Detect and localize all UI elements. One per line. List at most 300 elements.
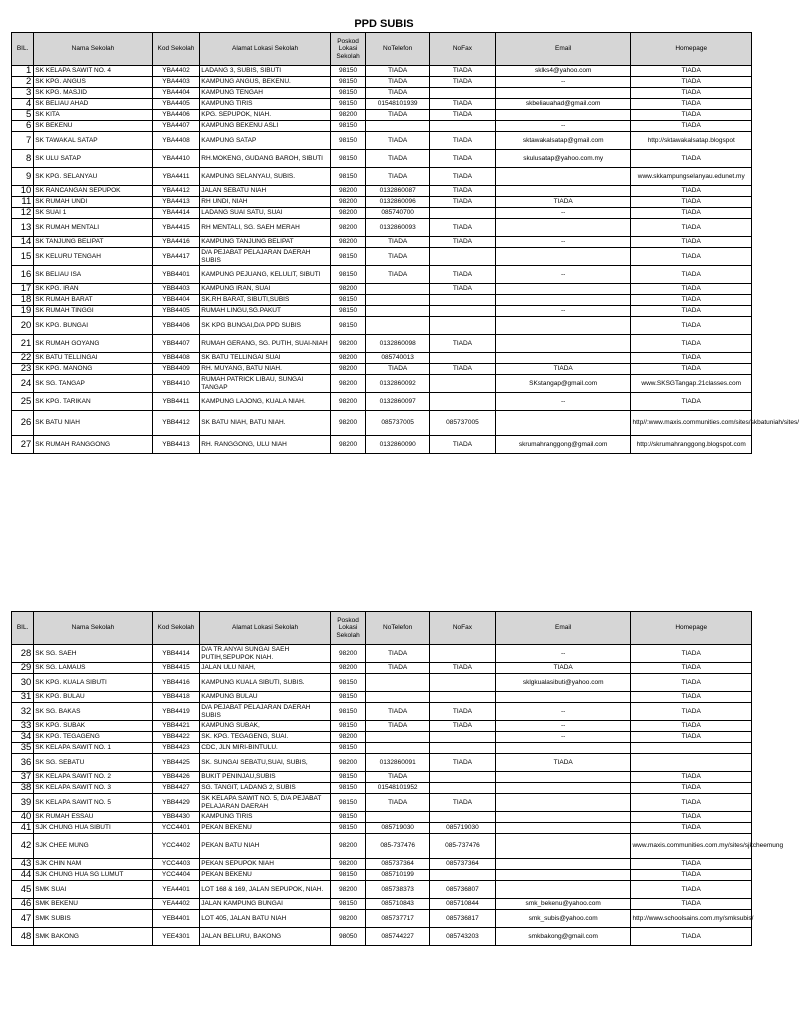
cell-email: TIADA [495, 197, 631, 208]
cell-bil: 33 [12, 721, 34, 732]
cell-bil: 14 [12, 237, 34, 248]
cell-nama-sekolah: SJK CHUNG HUA SIBUTI [34, 823, 152, 834]
cell-poskod: 98200 [330, 353, 365, 364]
cell-nama-sekolah: SK KELAPA SAWIT NO. 4 [34, 66, 152, 77]
cell-homepage: TIADA [631, 732, 752, 743]
cell-no-telefon: 0132860092 [366, 375, 430, 393]
cell-email [495, 834, 631, 859]
cell-kod-sekolah: YBB4418 [152, 692, 200, 703]
cell-alamat: BUKIT PENINJAU,SUBIS [200, 772, 331, 783]
header-homepage: Homepage [631, 612, 752, 645]
cell-homepage: TIADA [631, 364, 752, 375]
cell-alamat: D/A TR.ANYAI SUNGAI SAEH PUTIH,SEPUPOK NIAH. [200, 645, 331, 663]
cell-no-telefon: TIADA [366, 663, 430, 674]
cell-bil: 39 [12, 794, 34, 812]
cell-bil: 44 [12, 870, 34, 881]
cell-nama-sekolah: SK KELURU TENGAH [34, 248, 152, 266]
cell-no-fax [430, 248, 496, 266]
cell-bil: 43 [12, 859, 34, 870]
cell-no-fax: 085737364 [430, 859, 496, 870]
cell-poskod: 98200 [330, 754, 365, 772]
cell-email: TIADA [495, 663, 631, 674]
cell-poskod: 98150 [330, 743, 365, 754]
cell-bil: 3 [12, 88, 34, 99]
cell-bil: 35 [12, 743, 34, 754]
cell-nama-sekolah: SK KELAPA SAWIT NO. 3 [34, 783, 152, 794]
cell-nama-sekolah: SK RUMAH RANGGONG [34, 436, 152, 454]
cell-homepage: TIADA [631, 237, 752, 248]
cell-poskod: 98150 [330, 295, 365, 306]
cell-homepage: TIADA [631, 823, 752, 834]
cell-poskod: 98200 [330, 645, 365, 663]
cell-email [495, 411, 631, 436]
cell-no-telefon [366, 812, 430, 823]
cell-no-fax [430, 393, 496, 411]
cell-bil: 5 [12, 110, 34, 121]
cell-homepage: TIADA [631, 219, 752, 237]
cell-bil: 20 [12, 317, 34, 335]
cell-bil: 47 [12, 910, 34, 928]
table-row [12, 219, 752, 237]
cell-kod-sekolah: YBB4414 [152, 645, 200, 663]
cell-nama-sekolah: SK KPG. MANONG [34, 364, 152, 375]
table-row [12, 306, 752, 317]
cell-kod-sekolah: YBB4410 [152, 375, 200, 393]
cell-no-fax: TIADA [430, 77, 496, 88]
table-row [12, 132, 752, 150]
cell-no-telefon [366, 284, 430, 295]
cell-email: -- [495, 208, 631, 219]
cell-homepage: TIADA [631, 794, 752, 812]
cell-no-telefon [366, 306, 430, 317]
cell-alamat: KAMPUNG IRAN, SUAI [200, 284, 331, 295]
cell-homepage: TIADA [631, 353, 752, 364]
table-row [12, 77, 752, 88]
cell-nama-sekolah: SK SG. SAEH [34, 645, 152, 663]
cell-no-telefon [366, 295, 430, 306]
cell-no-fax: TIADA [430, 186, 496, 197]
cell-nama-sekolah: SK RUMAH BARAT [34, 295, 152, 306]
cell-alamat: RUMAH GERANG, SG. PUTIH, SUAI-NIAH [200, 335, 331, 353]
cell-alamat: LADANG SUAI SATU, SUAI [200, 208, 331, 219]
cell-no-telefon [366, 317, 430, 335]
cell-no-telefon: 085719030 [366, 823, 430, 834]
cell-email: smkbakong@gmail.com [495, 928, 631, 946]
cell-homepage: http://sktawakalsatap.blogspot [631, 132, 752, 150]
cell-homepage: TIADA [631, 928, 752, 946]
cell-bil: 26 [12, 411, 34, 436]
table-header-row [12, 33, 752, 66]
cell-homepage: TIADA [631, 208, 752, 219]
cell-nama-sekolah: SK BEKENU [34, 121, 152, 132]
header-nama-sekolah: Nama Sekolah [34, 612, 152, 645]
table-row [12, 754, 752, 772]
cell-kod-sekolah: YBB4416 [152, 674, 200, 692]
cell-bil: 16 [12, 266, 34, 284]
cell-bil: 42 [12, 834, 34, 859]
cell-email [495, 88, 631, 99]
cell-no-fax: 085719030 [430, 823, 496, 834]
header-bil: BIL. [12, 612, 34, 645]
header-poskod: Poskod Lokasi Sekolah [330, 33, 365, 66]
cell-nama-sekolah: SK KPG. KUALA SIBUTI [34, 674, 152, 692]
cell-poskod: 98050 [330, 928, 365, 946]
cell-kod-sekolah: YBB4411 [152, 393, 200, 411]
cell-email [495, 353, 631, 364]
table-row [12, 364, 752, 375]
cell-homepage: http://www.schoolsains.com.my/smksubis/ [631, 910, 752, 928]
table-row [12, 899, 752, 910]
cell-no-fax: 085736817 [430, 910, 496, 928]
cell-alamat: KAMPUNG TIRIS [200, 812, 331, 823]
cell-no-telefon: TIADA [366, 132, 430, 150]
cell-homepage: TIADA [631, 306, 752, 317]
cell-bil: 32 [12, 703, 34, 721]
cell-nama-sekolah: SJK CHEE MUNG [34, 834, 152, 859]
cell-no-telefon: TIADA [366, 150, 430, 168]
table-row [12, 353, 752, 364]
cell-no-telefon: 085744227 [366, 928, 430, 946]
cell-nama-sekolah: SK RUMAH MENTALI [34, 219, 152, 237]
cell-no-telefon [366, 674, 430, 692]
table-row [12, 110, 752, 121]
cell-no-telefon [366, 692, 430, 703]
cell-poskod: 98200 [330, 859, 365, 870]
cell-poskod: 98150 [330, 77, 365, 88]
cell-homepage: TIADA [631, 692, 752, 703]
cell-no-fax: TIADA [430, 364, 496, 375]
table-row [12, 732, 752, 743]
header-no-fax: NoFax [430, 33, 496, 66]
cell-nama-sekolah: SK SUAI 1 [34, 208, 152, 219]
cell-homepage: TIADA [631, 674, 752, 692]
cell-email: -- [495, 266, 631, 284]
cell-nama-sekolah: SK SG. SEBATU [34, 754, 152, 772]
cell-poskod: 98200 [330, 335, 365, 353]
cell-email: sktawakalsatap@gmail.com [495, 132, 631, 150]
cell-no-fax: 085743203 [430, 928, 496, 946]
cell-no-telefon: 01548101939 [366, 99, 430, 110]
table-row [12, 772, 752, 783]
cell-alamat: JALAN BELURU, BAKONG [200, 928, 331, 946]
cell-alamat: LOT 168 & 169, JALAN SEPUPOK, NIAH. [200, 881, 331, 899]
table-row [12, 88, 752, 99]
cell-no-telefon: 0132860087 [366, 186, 430, 197]
header-homepage: Homepage [631, 33, 752, 66]
cell-nama-sekolah: SK RANCANGAN SEPUPOK [34, 186, 152, 197]
cell-homepage [631, 743, 752, 754]
cell-homepage: TIADA [631, 870, 752, 881]
cell-alamat: SK.RH BARAT, SIBUTI,SUBIS [200, 295, 331, 306]
cell-no-fax: TIADA [430, 703, 496, 721]
cell-no-telefon: TIADA [366, 237, 430, 248]
cell-no-telefon: 085738373 [366, 881, 430, 899]
cell-bil: 24 [12, 375, 34, 393]
header-no-telefon: NoTelefon [366, 33, 430, 66]
cell-nama-sekolah: SK TANJUNG BELIPAT [34, 237, 152, 248]
cell-alamat: D/A PEJABAT PELAJARAN DAERAH SUBIS [200, 703, 331, 721]
cell-kod-sekolah: YBB4403 [152, 284, 200, 295]
header-no-telefon: NoTelefon [366, 612, 430, 645]
cell-poskod: 98150 [330, 674, 365, 692]
cell-alamat: SK. KPG. TEGAGENG, SUAI. [200, 732, 331, 743]
cell-email: skrumahranggong@gmail.com [495, 436, 631, 454]
cell-kod-sekolah: YBB4427 [152, 783, 200, 794]
cell-no-fax [430, 208, 496, 219]
cell-poskod: 98150 [330, 317, 365, 335]
cell-email: TIADA [495, 754, 631, 772]
cell-homepage: TIADA [631, 88, 752, 99]
cell-bil: 27 [12, 436, 34, 454]
table-row [12, 743, 752, 754]
cell-nama-sekolah: SK BELIAU AHAD [34, 99, 152, 110]
header-bil: BIL. [12, 33, 34, 66]
cell-poskod: 98150 [330, 899, 365, 910]
cell-bil: 48 [12, 928, 34, 946]
cell-bil: 22 [12, 353, 34, 364]
cell-poskod: 98150 [330, 812, 365, 823]
cell-no-fax [430, 645, 496, 663]
cell-nama-sekolah: SK RUMAH ESSAU [34, 812, 152, 823]
cell-homepage: www.skkampungselanyau.edunet.my [631, 168, 752, 186]
cell-kod-sekolah: YBB4430 [152, 812, 200, 823]
cell-kod-sekolah: YBA4411 [152, 168, 200, 186]
cell-no-telefon: 085737364 [366, 859, 430, 870]
cell-email: sklks4@yahoo.com [495, 66, 631, 77]
cell-no-fax [430, 674, 496, 692]
cell-homepage: TIADA [631, 295, 752, 306]
cell-homepage: TIADA [631, 317, 752, 335]
cell-nama-sekolah: SMK BEKENU [34, 899, 152, 910]
cell-bil: 12 [12, 208, 34, 219]
schools-table-1 [11, 32, 799, 454]
cell-nama-sekolah: SK RUMAH UNDI [34, 197, 152, 208]
cell-alamat: KAMPUNG SATAP [200, 132, 331, 150]
cell-poskod: 98200 [330, 375, 365, 393]
cell-kod-sekolah: YBA4407 [152, 121, 200, 132]
cell-kod-sekolah: YBB4421 [152, 721, 200, 732]
cell-alamat: KAMPUNG ANGUS, BEKENU. [200, 77, 331, 88]
table-row [12, 266, 752, 284]
cell-poskod: 98150 [330, 88, 365, 99]
cell-no-telefon: 085710843 [366, 899, 430, 910]
table-row [12, 859, 752, 870]
cell-bil: 37 [12, 772, 34, 783]
cell-email [495, 823, 631, 834]
cell-homepage: www.SKSGTangap.21classes.com [631, 375, 752, 393]
table-row [12, 66, 752, 77]
schools-table-2 [11, 611, 784, 946]
cell-bil: 45 [12, 881, 34, 899]
cell-no-fax [430, 692, 496, 703]
cell-kod-sekolah: YBB4413 [152, 436, 200, 454]
cell-alamat: KAMPUNG KUALA SIBUTI, SUBIS. [200, 674, 331, 692]
cell-no-telefon: 085710199 [366, 870, 430, 881]
table-body [12, 65, 799, 454]
cell-nama-sekolah: SMK SUAI [34, 881, 152, 899]
cell-email: -- [495, 77, 631, 88]
cell-kod-sekolah: YBA4413 [152, 197, 200, 208]
cell-no-telefon: 085740013 [366, 353, 430, 364]
cell-homepage: http//:www.maxis.communities.com/sites/skbatuniah/sites/ [631, 411, 752, 436]
cell-poskod: 98150 [330, 99, 365, 110]
cell-nama-sekolah: SMK SUBIS [34, 910, 152, 928]
table-row [12, 393, 752, 411]
cell-homepage [631, 754, 752, 772]
cell-poskod: 98150 [330, 703, 365, 721]
header-email: Email [495, 612, 631, 645]
cell-no-telefon: 085-737476 [366, 834, 430, 859]
cell-homepage: TIADA [631, 77, 752, 88]
cell-poskod: 98200 [330, 436, 365, 454]
cell-homepage: TIADA [631, 721, 752, 732]
cell-homepage: www.maxis.communities.com.my/sites/sjkcheemung [631, 834, 752, 859]
cell-bil: 29 [12, 663, 34, 674]
cell-no-fax: TIADA [430, 150, 496, 168]
cell-homepage: TIADA [631, 335, 752, 353]
cell-homepage: TIADA [631, 703, 752, 721]
cell-homepage: TIADA [631, 663, 752, 674]
table-row [12, 834, 752, 859]
cell-email: smk_bekenu@yahoo.com [495, 899, 631, 910]
cell-kod-sekolah: YBA4405 [152, 99, 200, 110]
cell-nama-sekolah: SK KPG. SELANYAU [34, 168, 152, 186]
cell-nama-sekolah: SK BATU NIAH [34, 411, 152, 436]
header-kod-sekolah: Kod Sekolah [152, 33, 200, 66]
cell-kod-sekolah: YCC4401 [152, 823, 200, 834]
cell-poskod: 98150 [330, 150, 365, 168]
cell-no-telefon: TIADA [366, 88, 430, 99]
cell-no-fax [430, 295, 496, 306]
cell-no-telefon: TIADA [366, 772, 430, 783]
cell-alamat: D/A PEJABAT PELAJARAN DAERAH SUBIS [200, 248, 331, 266]
cell-nama-sekolah: SK KPG. BULAU [34, 692, 152, 703]
cell-poskod: 98200 [330, 910, 365, 928]
header-kod-sekolah: Kod Sekolah [152, 612, 200, 645]
cell-alamat: SK BATU NIAH, BATU NIAH. [200, 411, 331, 436]
cell-kod-sekolah: YBB4409 [152, 364, 200, 375]
cell-alamat: PEKAN SEPUPOK NIAH [200, 859, 331, 870]
cell-no-fax: TIADA [430, 197, 496, 208]
cell-poskod: 98150 [330, 132, 365, 150]
cell-alamat: KPG. SEPUPOK, NIAH. [200, 110, 331, 121]
cell-homepage: TIADA [631, 812, 752, 823]
cell-no-telefon: TIADA [366, 703, 430, 721]
cell-poskod: 98200 [330, 186, 365, 197]
cell-alamat: PEKAN BEKENU [200, 870, 331, 881]
cell-kod-sekolah: YBA4414 [152, 208, 200, 219]
cell-bil: 7 [12, 132, 34, 150]
cell-email [495, 219, 631, 237]
cell-alamat: PEKAN BEKENU [200, 823, 331, 834]
cell-bil: 21 [12, 335, 34, 353]
cell-bil: 6 [12, 121, 34, 132]
cell-no-fax: TIADA [430, 132, 496, 150]
cell-no-telefon: 0132860090 [366, 436, 430, 454]
cell-kod-sekolah: YBA4403 [152, 77, 200, 88]
cell-kod-sekolah: YBB4405 [152, 306, 200, 317]
cell-alamat: RH. MUYANG, BATU NIAH. [200, 364, 331, 375]
cell-no-telefon: 085737005 [366, 411, 430, 436]
cell-no-telefon: TIADA [366, 794, 430, 812]
cell-email: -- [495, 393, 631, 411]
header-no-fax: NoFax [430, 612, 496, 645]
cell-bil: 13 [12, 219, 34, 237]
cell-bil: 31 [12, 692, 34, 703]
cell-homepage: TIADA [631, 121, 752, 132]
cell-no-fax: TIADA [430, 754, 496, 772]
cell-no-fax [430, 870, 496, 881]
table-header-row [12, 612, 752, 645]
cell-nama-sekolah: SK BELIAU ISA [34, 266, 152, 284]
cell-no-fax: TIADA [430, 110, 496, 121]
cell-homepage: TIADA [631, 859, 752, 870]
cell-kod-sekolah: YBB4401 [152, 266, 200, 284]
cell-kod-sekolah: YBB4426 [152, 772, 200, 783]
cell-no-fax: TIADA [430, 284, 496, 295]
cell-homepage: TIADA [631, 186, 752, 197]
table-row [12, 692, 752, 703]
cell-no-telefon: TIADA [366, 77, 430, 88]
cell-no-telefon [366, 732, 430, 743]
cell-email: TIADA [495, 364, 631, 375]
cell-kod-sekolah: YBB4423 [152, 743, 200, 754]
cell-email [495, 186, 631, 197]
cell-kod-sekolah: YCC4402 [152, 834, 200, 859]
cell-email [495, 248, 631, 266]
cell-alamat: RH.MOKENG, GUDANG BAROH, SIBUTI [200, 150, 331, 168]
page-title: PPD SUBIS [354, 18, 414, 30]
cell-kod-sekolah: YBA4415 [152, 219, 200, 237]
cell-kod-sekolah: YBA4412 [152, 186, 200, 197]
cell-alamat: JALAN ULU NIAH, [200, 663, 331, 674]
cell-email [495, 284, 631, 295]
cell-bil: 1 [12, 66, 34, 77]
cell-kod-sekolah: YBA4408 [152, 132, 200, 150]
cell-no-fax: TIADA [430, 237, 496, 248]
cell-alamat: LADANG 3, SUBIS, SIBUTI [200, 66, 331, 77]
cell-nama-sekolah: SK KPG. BUNGAI [34, 317, 152, 335]
cell-homepage: TIADA [631, 99, 752, 110]
cell-no-fax [430, 743, 496, 754]
cell-email [495, 794, 631, 812]
cell-bil: 38 [12, 783, 34, 794]
table-row [12, 237, 752, 248]
cell-poskod: 98150 [330, 794, 365, 812]
cell-alamat: KAMPUNG PEJUANG, KELULIT, SIBUTI [200, 266, 331, 284]
cell-poskod: 98150 [330, 721, 365, 732]
cell-no-telefon: TIADA [366, 168, 430, 186]
cell-no-fax [430, 88, 496, 99]
header-email: Email [495, 33, 631, 66]
cell-poskod: 98150 [330, 266, 365, 284]
cell-bil: 17 [12, 284, 34, 295]
cell-nama-sekolah: SK SG. LAMAUS [34, 663, 152, 674]
cell-email [495, 859, 631, 870]
cell-no-fax [430, 783, 496, 794]
cell-nama-sekolah: SK BATU TELLINGAI [34, 353, 152, 364]
cell-nama-sekolah: SK RUMAH GOYANG [34, 335, 152, 353]
cell-bil: 10 [12, 186, 34, 197]
header-poskod: Poskod Lokasi Sekolah [330, 612, 365, 645]
table-row [12, 186, 752, 197]
cell-kod-sekolah: YCC4403 [152, 859, 200, 870]
cell-homepage: TIADA [631, 150, 752, 168]
cell-no-telefon: 01548101952 [366, 783, 430, 794]
cell-no-fax: 085710844 [430, 899, 496, 910]
table-row [12, 910, 752, 928]
table-row [12, 295, 752, 306]
